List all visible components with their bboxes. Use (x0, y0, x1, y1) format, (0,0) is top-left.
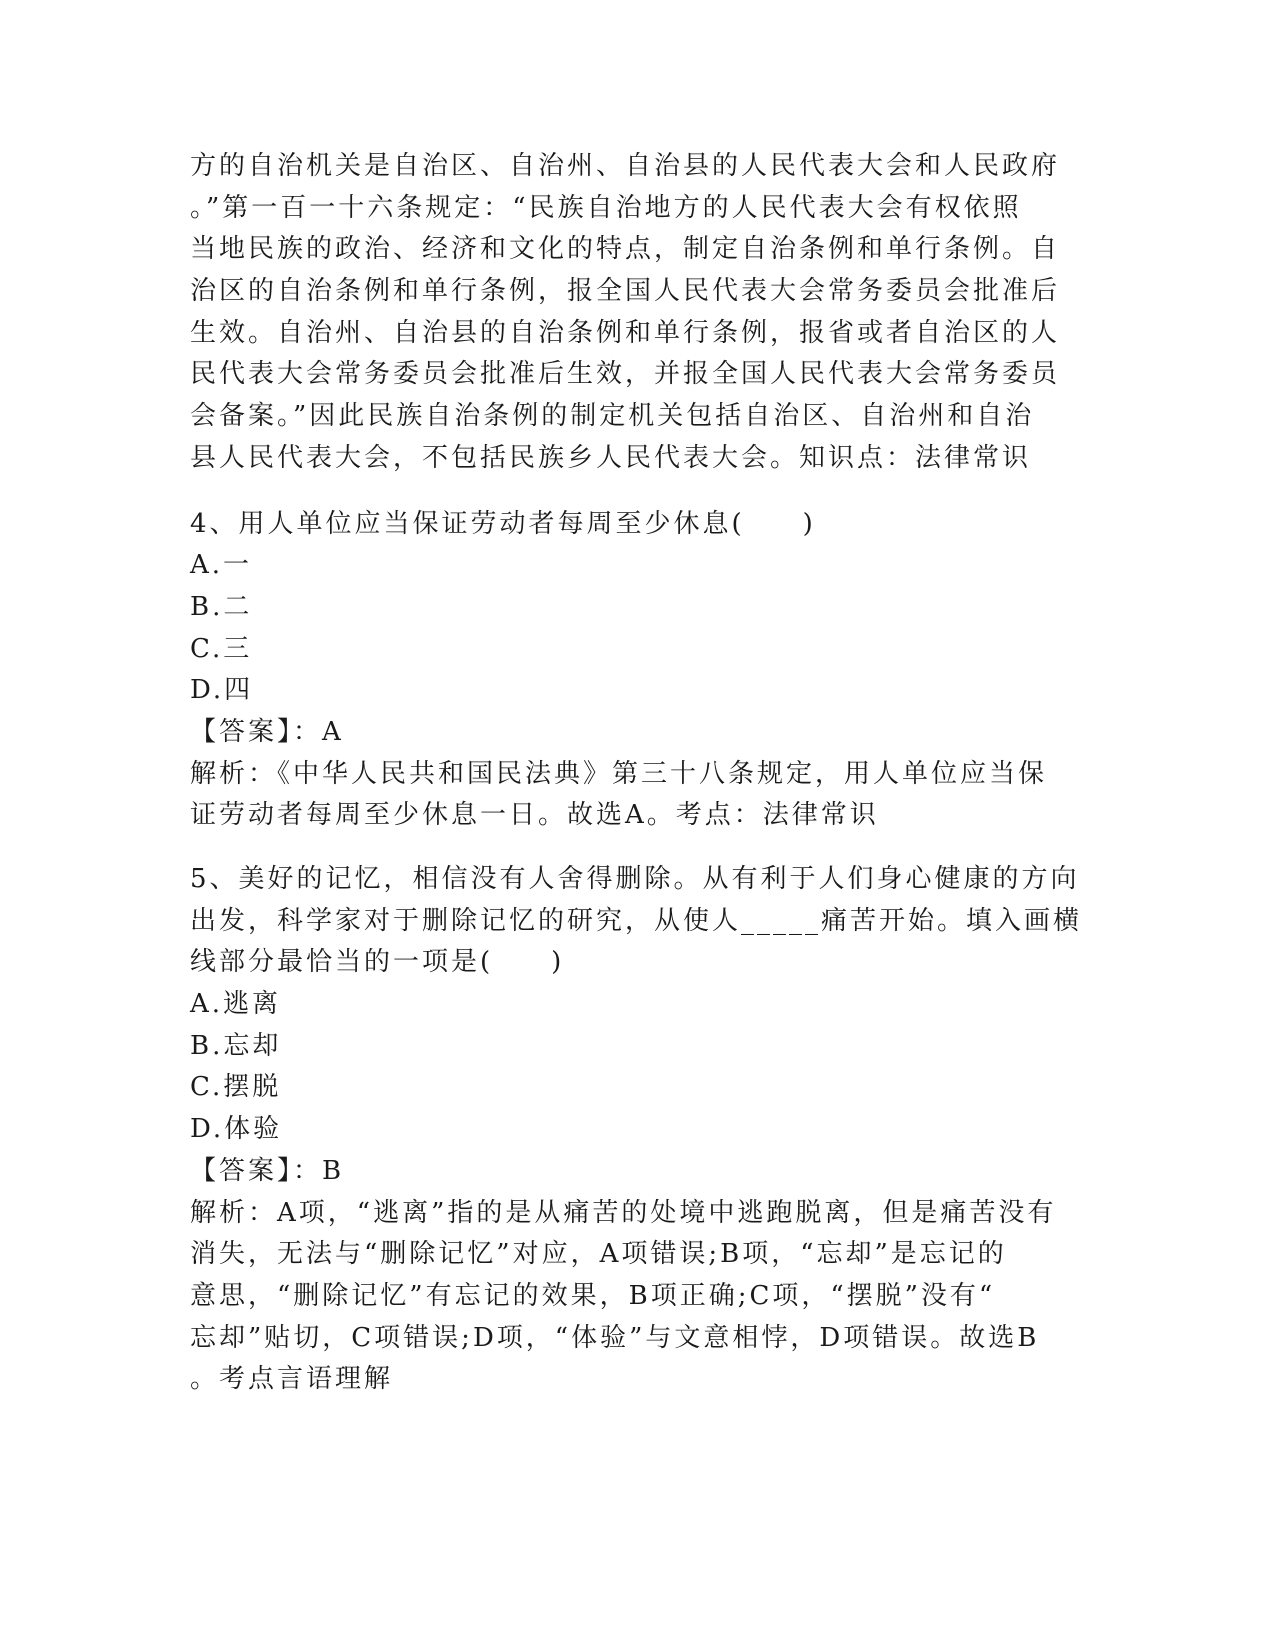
analysis-line: 。考点言语理解 (190, 1364, 394, 1395)
text-line: 民代表大会常务委员会批准后生效，并报全国人民代表大会常务委员 (190, 359, 1061, 390)
answer-label: 【答案】：B (190, 1155, 345, 1186)
question-stem: 出发，科学家对于删除记忆的研究，从使人_____痛苦开始。填入画横 (190, 905, 1083, 936)
option-d: D.四 (190, 675, 254, 706)
analysis-line: 消失，无法与“删除记忆”对应，A项错误;B项，“忘却”是忘记的 (190, 1239, 1007, 1270)
option-a: A.一 (190, 550, 253, 581)
intro-paragraph (190, 146, 1090, 480)
option-c: C.三 (190, 633, 253, 664)
text-line: 县人民代表大会，不包括民族乡人民代表大会。知识点：法律常识 (190, 442, 1032, 473)
text-line: 。”第一百一十六条规定：“民族自治地方的人民代表大会有权依照 (190, 192, 1022, 223)
analysis-line: 忘却”贴切，C项错误;D项，“体验”与文意相悖，D项错误。故选B (190, 1322, 1040, 1353)
text-line: 方的自治机关是自治区、自治州、自治县的人民代表大会和人民政府 (190, 151, 1061, 181)
analysis-line: 证劳动者每周至少休息一日。故选A。考点：法律常识 (190, 800, 879, 831)
question-stem: 4、用人单位应当保证劳动者每周至少休息( ) (190, 508, 816, 539)
question-stem: 5、美好的记忆，相信没有人舍得删除。从有利于人们身心健康的方向 (190, 864, 1080, 894)
analysis-line: 解析：A项，“逃离”指的是从痛苦的处境中逃跑脱离，但是痛苦没有 (190, 1197, 1057, 1228)
question-4 (190, 504, 1090, 838)
option-a: A.逃离 (190, 989, 282, 1020)
question-stem: 线部分最恰当的一项是( ) (190, 947, 565, 978)
text-line: 会备案。”因此民族自治条例的制定机关包括自治区、自治州和自治 (190, 401, 1035, 432)
option-b: B.忘却 (190, 1030, 282, 1061)
text-line: 治区的自治条例和单行条例，报全国人民代表大会常务委员会批准后 (190, 276, 1061, 307)
text-line: 生效。自治州、自治县的自治条例和单行条例，报省或者自治区的人 (190, 317, 1061, 348)
analysis-line: 解析：《中华人民共和国民法典》第三十八条规定，用人单位应当保 (190, 758, 1048, 789)
option-d: D.体验 (190, 1114, 283, 1145)
option-b: B.二 (190, 591, 253, 622)
question-5 (190, 859, 1090, 1401)
text-line: 当地民族的政治、经济和文化的特点，制定自治条例和单行条例。自 (190, 234, 1061, 265)
option-c: C.摆脱 (190, 1072, 282, 1103)
answer-label: 【答案】：A (190, 716, 344, 747)
document-page (190, 146, 1090, 1401)
analysis-line: 意思，“删除记忆”有忘记的效果，B项正确;C项，“摆脱”没有“ (190, 1280, 996, 1311)
